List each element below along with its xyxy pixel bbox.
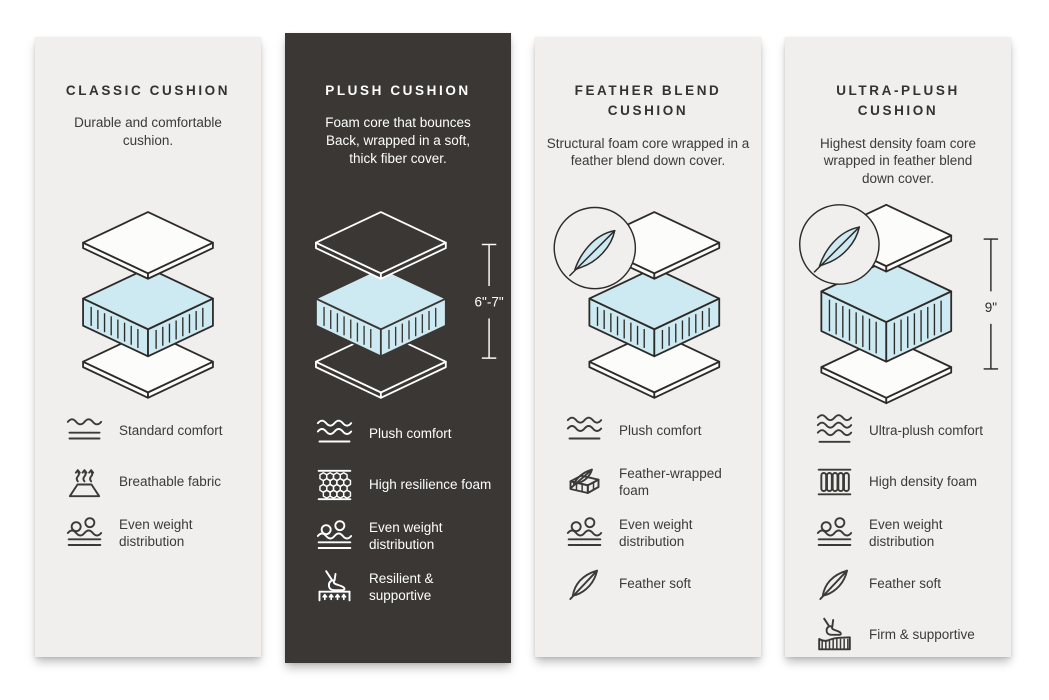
feature-label: Plush comfort: [369, 426, 452, 442]
feature-label: Feather soft: [869, 576, 942, 592]
card-description: Foam core that bounces Back, wrapped in a soft, thick fiber cover.: [325, 115, 471, 167]
feature-item: [63, 462, 251, 502]
top-layer: [316, 212, 446, 279]
feature-item: [313, 414, 501, 454]
feature-label: Plush comfort: [619, 423, 702, 439]
feature-item: [313, 567, 501, 607]
feature-item: [313, 465, 501, 505]
cushion-illustration: [285, 203, 511, 410]
plush-comfort-waves-icon: [563, 411, 607, 451]
feather-soft-icon: [563, 564, 607, 604]
feature-list: [813, 411, 1001, 666]
card-title: ULTRA-PLUSH CUSHION: [836, 83, 960, 119]
feature-label: Even weight distribution: [369, 519, 443, 552]
cushion-illustration: [35, 203, 261, 410]
plush-comfort-waves-icon: [313, 414, 357, 454]
card-description: Durable and comfortable cushion.: [74, 115, 222, 149]
standard-comfort-waves-icon: [63, 411, 107, 451]
even-weight-distribution-icon: [63, 513, 107, 553]
card-plush-cushion: [285, 33, 511, 663]
card-ultra-plush-cushion: [785, 37, 1011, 657]
feature-list: [63, 411, 251, 564]
foam-core-layer: [83, 268, 213, 356]
feature-label: Ultra-plush comfort: [869, 423, 984, 439]
feature-label: Even weight distribution: [619, 516, 693, 549]
card-title: PLUSH CUSHION: [325, 83, 471, 98]
card-feather-blend-cushion: [535, 37, 761, 657]
feature-label: Resilient & supportive: [369, 570, 434, 603]
feature-item: [813, 564, 1001, 604]
top-layer: [83, 212, 213, 279]
feather-badge: [800, 205, 879, 284]
dimension-label: 6"-7": [474, 294, 504, 310]
card-description: Structural foam core wrapped in a feather blend down cover.: [546, 135, 750, 169]
card-title: FEATHER BLEND CUSHION: [574, 83, 722, 119]
feature-label: Breathable fabric: [119, 474, 222, 490]
feather-wrapped-foam-icon: [563, 462, 607, 502]
card-description: Highest density foam core wrapped in feather blend down cover.: [819, 135, 977, 187]
feature-label: Feather-wrapped foam: [619, 465, 722, 498]
feature-item: [813, 411, 1001, 451]
feather-badge: [554, 208, 635, 289]
feather-soft-icon: [813, 564, 857, 604]
even-weight-distribution-icon: [563, 513, 607, 553]
feature-label: High resilience foam: [369, 477, 492, 493]
breathable-fabric-icon: [63, 462, 107, 502]
feature-item: [313, 516, 501, 556]
feature-label: High density foam: [869, 474, 978, 490]
even-weight-distribution-icon: [313, 516, 357, 556]
high-density-foam-icon: [813, 462, 857, 502]
dimension-label: 9": [984, 300, 998, 316]
feature-item: [563, 513, 751, 553]
dimension-indicator: [984, 239, 998, 369]
card-classic-cushion: [35, 37, 261, 657]
cushion-illustration: [535, 203, 761, 410]
feature-item: [563, 462, 751, 502]
firm-supportive-icon: [813, 615, 857, 655]
card-title: CLASSIC CUSHION: [65, 83, 231, 98]
even-weight-distribution-icon: [813, 513, 857, 553]
feature-item: [813, 513, 1001, 553]
feature-label: Feather soft: [619, 576, 692, 592]
feature-item: [63, 513, 251, 553]
dimension-indicator: [475, 244, 504, 358]
feature-item: [63, 411, 251, 451]
feature-list: [563, 411, 751, 615]
high-resilience-foam-icon: [313, 465, 357, 505]
foam-core-layer: [316, 268, 446, 356]
feature-item: [563, 411, 751, 451]
feature-list: [313, 414, 501, 618]
resilient-supportive-icon: [313, 567, 357, 607]
feature-label: Standard comfort: [119, 423, 223, 439]
feature-item: [813, 462, 1001, 502]
feature-label: Firm & supportive: [869, 627, 975, 643]
ultra-plush-comfort-waves-icon: [813, 411, 857, 451]
cushion-illustration: [785, 203, 1011, 410]
feature-label: Even weight distribution: [869, 516, 943, 549]
feature-item: [813, 615, 1001, 655]
feature-label: Even weight distribution: [119, 516, 193, 549]
feature-item: [563, 564, 751, 604]
